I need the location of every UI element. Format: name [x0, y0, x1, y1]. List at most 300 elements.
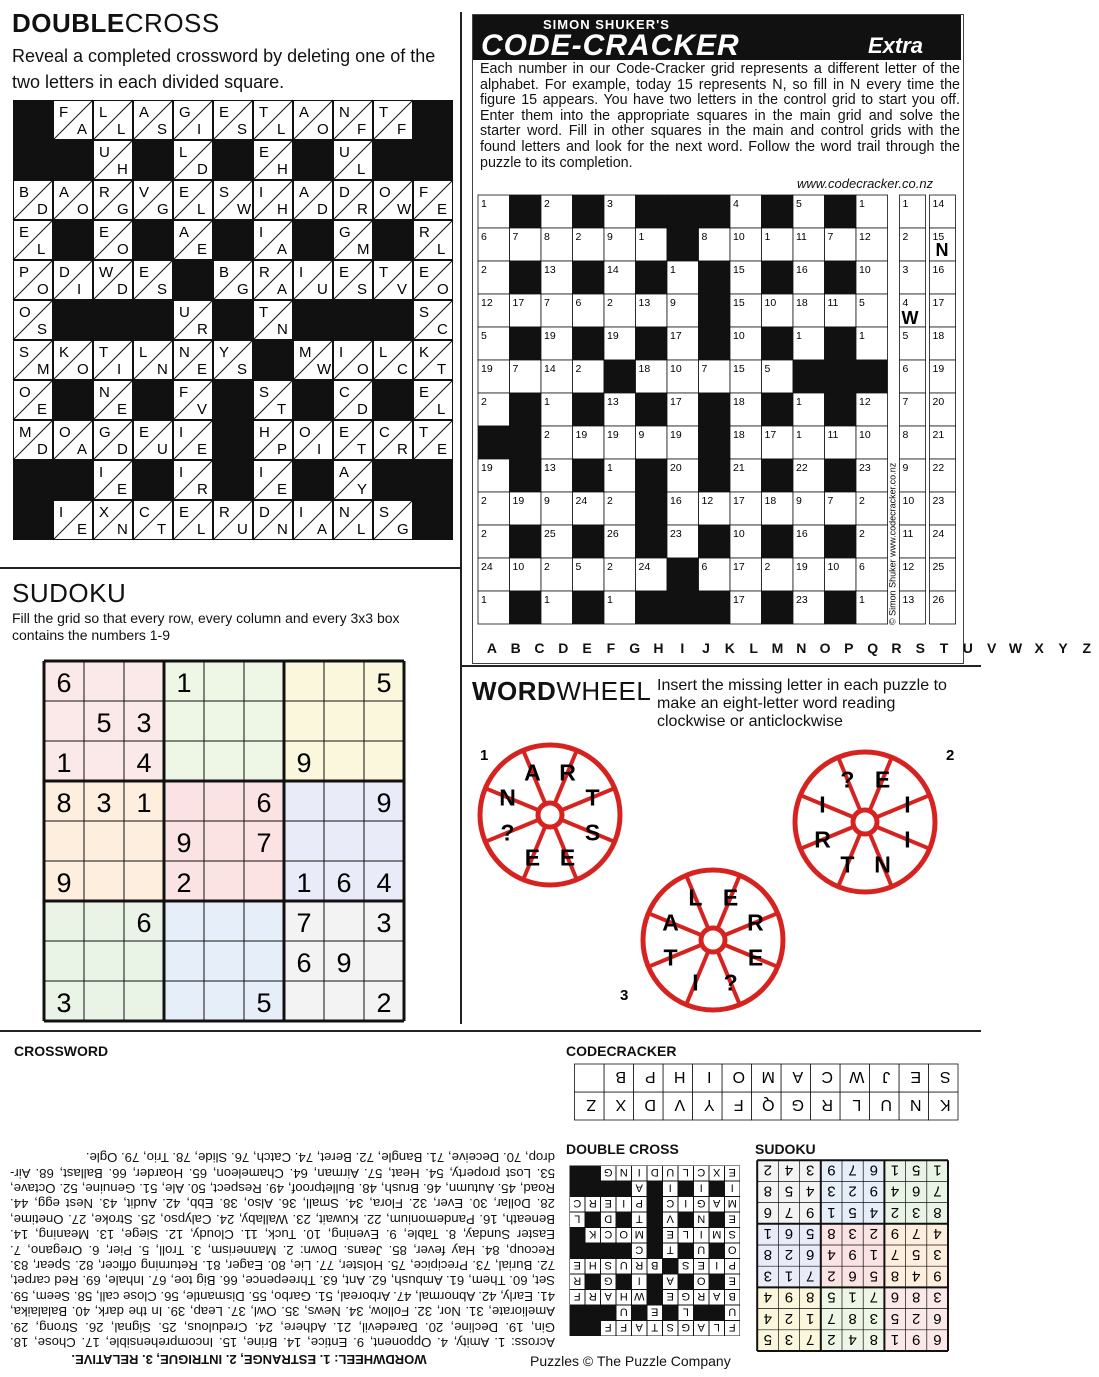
- sudoku-cell[interactable]: [366, 743, 402, 779]
- doublecross-cell[interactable]: [173, 500, 213, 540]
- doublecross-cell[interactable]: [173, 380, 213, 420]
- sudoku-cell[interactable]: [366, 943, 402, 979]
- sudoku-given: 6: [296, 948, 312, 978]
- sudoku-cell[interactable]: [246, 903, 282, 939]
- codecracker-alphabet-letter[interactable]: Q: [867, 640, 879, 656]
- codecracker-alphabet-letter[interactable]: I: [680, 640, 685, 656]
- doublecross-answer-letter: A: [635, 1181, 643, 1194]
- codecracker-cell-number: 12: [481, 297, 493, 309]
- doublecross-cell[interactable]: [13, 220, 53, 260]
- doublecross-letter-top: E: [139, 424, 150, 441]
- codecracker-cell-number: 18: [638, 363, 651, 375]
- sudoku-cell[interactable]: [166, 983, 202, 1019]
- codecracker-cell-number: 16: [796, 264, 808, 276]
- doublecross-cell[interactable]: [253, 300, 293, 340]
- doublecross-cell[interactable]: [93, 380, 133, 420]
- doublecross-cell[interactable]: [333, 460, 373, 500]
- codecracker-cell-number: 17: [670, 330, 682, 342]
- doublecross-cell[interactable]: [413, 380, 453, 420]
- doublecross-letter-bottom: R: [397, 441, 408, 458]
- codecracker-cell-number: 8: [701, 231, 708, 243]
- sudoku-cell[interactable]: [126, 663, 162, 699]
- sudoku-cell[interactable]: [326, 783, 362, 819]
- codecracker-cell-number: 5: [575, 561, 582, 573]
- sudoku-title: SUDOKU: [12, 578, 127, 608]
- doublecross-grid[interactable]: [13, 100, 453, 550]
- doublecross-cell[interactable]: [253, 420, 293, 460]
- doublecross-letter-top: V: [139, 184, 150, 201]
- doublecross-letter-bottom: L: [357, 521, 366, 538]
- codecracker-alphabet-letter[interactable]: D: [558, 640, 569, 656]
- codecracker-black-cell: [636, 195, 668, 228]
- doublecross-cell[interactable]: [253, 460, 293, 500]
- sudoku-answer-digit: 8: [933, 1203, 942, 1221]
- sudoku-cell[interactable]: [286, 823, 322, 859]
- doublecross-answer-letter: L: [682, 1305, 689, 1318]
- doublecross-cell[interactable]: [333, 380, 373, 420]
- codecracker-cell-number: 13: [544, 462, 556, 474]
- doublecross-answer-letter: N: [619, 1166, 628, 1178]
- sudoku-answer-digit: 2: [827, 1267, 836, 1285]
- sudoku-answer-digit: 9: [933, 1267, 942, 1285]
- doublecross-cell[interactable]: [413, 260, 453, 300]
- doublecross-cell[interactable]: [93, 460, 133, 500]
- sudoku-cell[interactable]: [86, 743, 122, 779]
- codecracker-alphabet-letter[interactable]: O: [819, 640, 831, 656]
- sudoku-cell[interactable]: [86, 863, 122, 899]
- codecracker-black-cell: [699, 525, 731, 558]
- sudoku-cell[interactable]: [166, 743, 202, 779]
- vertical-divider: [460, 12, 462, 1024]
- doublecross-letter-top: S: [419, 304, 430, 321]
- doublecross-cell[interactable]: [253, 180, 293, 220]
- codecracker-black-cell: [510, 426, 542, 459]
- codecracker-alphabet-letter[interactable]: K: [724, 640, 735, 656]
- doublecross-cell[interactable]: [53, 100, 93, 140]
- doublecross-cell[interactable]: [133, 420, 173, 460]
- sudoku-answer-digit: 7: [890, 1246, 900, 1264]
- sudoku-cell[interactable]: [366, 823, 402, 859]
- doublecross-letter-bottom: L: [357, 161, 366, 178]
- doublecross-cell[interactable]: [173, 180, 213, 220]
- codecracker-control-number: 9: [902, 462, 909, 474]
- doublecross-cell[interactable]: [373, 100, 413, 140]
- sudoku-answer-digit: 6: [933, 1309, 942, 1327]
- doublecross-cell[interactable]: [93, 180, 133, 220]
- sudoku-answer-digit: 5: [912, 1246, 921, 1264]
- sudoku-cell[interactable]: [206, 903, 242, 939]
- codecracker-black-cell: [510, 525, 542, 558]
- sudoku-answer-digit: 3: [848, 1225, 857, 1242]
- doublecross-cell[interactable]: [213, 340, 253, 380]
- codecracker-alphabet-letter[interactable]: V: [986, 640, 997, 656]
- sudoku-cell[interactable]: [166, 703, 202, 739]
- sudoku-cell[interactable]: [86, 663, 122, 699]
- doublecross-letter-top: S: [259, 384, 270, 401]
- doublecross-cell[interactable]: [333, 260, 373, 300]
- sudoku-cell[interactable]: [246, 663, 282, 699]
- codecracker-key-letter: H: [673, 1068, 686, 1085]
- doublecross-answer-letter: C: [573, 1197, 582, 1209]
- sudoku-cell[interactable]: [326, 983, 362, 1019]
- doublecross-letter-bottom: L: [437, 401, 446, 418]
- codecracker-cell-number: 22: [796, 462, 808, 474]
- doublecross-letter-top: T: [419, 424, 429, 441]
- sudoku-given: 3: [376, 908, 392, 938]
- sudoku-answer-digit: 5: [912, 1161, 921, 1179]
- codecracker-black-cell: [699, 591, 731, 624]
- sudoku-answer-digit: 8: [890, 1267, 900, 1285]
- sudoku-cell[interactable]: [86, 983, 122, 1019]
- sudoku-cell[interactable]: [206, 743, 242, 779]
- codecracker-black-cell: [510, 459, 542, 492]
- sudoku-cell[interactable]: [46, 943, 82, 979]
- doublecross-cell[interactable]: [413, 180, 453, 220]
- wordwheel-3[interactable]: [643, 870, 783, 1010]
- doublecross-cell[interactable]: [173, 420, 213, 460]
- doublecross-cell[interactable]: [53, 500, 93, 540]
- sudoku-cell[interactable]: [286, 783, 322, 819]
- doublecross-cell[interactable]: [413, 420, 453, 460]
- codecracker-black-cell: [856, 360, 888, 393]
- codecracker-cell-number: 2: [607, 495, 613, 507]
- sudoku-cell[interactable]: [246, 863, 282, 899]
- sudoku-cell[interactable]: [286, 663, 322, 699]
- sudoku-cell[interactable]: [206, 663, 242, 699]
- doublecross-cell[interactable]: [333, 500, 373, 540]
- codecracker-cell-number: 1: [607, 594, 613, 606]
- codecracker-alphabet-letter[interactable]: P: [844, 640, 854, 656]
- wordwheel-letter: N: [499, 784, 516, 811]
- sudoku-cell[interactable]: [206, 943, 242, 979]
- sudoku-cell[interactable]: [206, 863, 242, 899]
- wordwheel-2[interactable]: [795, 752, 935, 892]
- doublecross-cell[interactable]: [13, 380, 53, 420]
- doublecross-letter-top: O: [299, 424, 311, 441]
- wordwheel-number: 2: [946, 747, 955, 764]
- sudoku-answer-digit: 5: [827, 1288, 836, 1306]
- doublecross-answer-letter: L: [682, 1228, 689, 1240]
- doublecross-cell[interactable]: [173, 300, 213, 340]
- doublecross-answer-letter: S: [682, 1259, 690, 1271]
- doublecross-cell[interactable]: [93, 140, 133, 180]
- doublecross-cell[interactable]: [253, 140, 293, 180]
- doublecross-cell[interactable]: [253, 220, 293, 260]
- doublecross-letter-bottom: W: [397, 201, 412, 218]
- doublecross-cell[interactable]: [413, 220, 453, 260]
- doublecross-cell[interactable]: [53, 340, 93, 380]
- sudoku-cell[interactable]: [206, 823, 242, 859]
- codecracker-cell-number: 26: [607, 528, 619, 540]
- doublecross-cell[interactable]: [173, 220, 213, 260]
- codecracker-cell-number: 10: [733, 231, 745, 243]
- codecracker-alphabet-letter[interactable]: J: [702, 640, 710, 656]
- wordwheel-title-light: WHEEL: [556, 676, 652, 706]
- doublecross-cell[interactable]: [373, 260, 413, 300]
- doublecross-cell[interactable]: [173, 460, 213, 500]
- codecracker-alphabet-letter[interactable]: W: [1008, 640, 1023, 656]
- doublecross-cell[interactable]: [93, 500, 133, 540]
- codecracker-control-number: 13: [902, 594, 915, 606]
- doublecross-cell[interactable]: [13, 420, 53, 460]
- doublecross-answer-letter: E: [651, 1305, 659, 1318]
- doublecross-cell[interactable]: [133, 180, 173, 220]
- codecracker-alphabet-letter[interactable]: U: [962, 640, 973, 656]
- sudoku-answer-digit: 4: [869, 1203, 878, 1221]
- doublecross-letter-bottom: E: [117, 481, 128, 498]
- codecracker-alphabet-letter[interactable]: R: [891, 640, 902, 656]
- doublecross-cell[interactable]: [173, 340, 213, 380]
- sudoku-answer-digit: 2: [763, 1161, 772, 1179]
- doublecross-letter-top: G: [179, 104, 191, 121]
- wordwheel-letter: I: [692, 969, 699, 996]
- codecracker-cell-number: 2: [481, 495, 487, 507]
- doublecross-cell[interactable]: [213, 260, 253, 300]
- doublecross-letter-top: A: [139, 104, 150, 121]
- doublecross-letter-top: T: [379, 264, 389, 281]
- codecracker-key-letter: P: [644, 1068, 656, 1085]
- doublecross-cell[interactable]: [413, 340, 453, 380]
- sudoku-cell[interactable]: [326, 663, 362, 699]
- codecracker-cell-number: 1: [607, 462, 613, 474]
- sudoku-cell[interactable]: [126, 943, 162, 979]
- doublecross-cell[interactable]: [93, 260, 133, 300]
- sudoku-cell[interactable]: [86, 903, 122, 939]
- codecracker-banner-small: SIMON SHUKER'S: [543, 17, 670, 32]
- codecracker-alphabet-letter[interactable]: B: [510, 640, 521, 656]
- doublecross-answer-letter: I: [715, 1259, 719, 1271]
- doublecross-cell[interactable]: [133, 260, 173, 300]
- doublecross-cell[interactable]: [13, 300, 53, 340]
- wordwheel-area[interactable]: [470, 735, 975, 1025]
- codecracker-control-number: 11: [902, 528, 914, 540]
- codecracker-black-cell: [510, 393, 542, 426]
- codecracker-alphabet-letter[interactable]: Z: [1082, 640, 1092, 656]
- codecracker-alphabet-letter[interactable]: Y: [1058, 640, 1068, 656]
- sudoku-cell[interactable]: [286, 983, 322, 1019]
- doublecross-cell[interactable]: [293, 340, 333, 380]
- codecracker-black-cell: [825, 459, 857, 492]
- doublecross-letter-bottom: O: [77, 361, 89, 378]
- sudoku-answer-digit: 4: [806, 1182, 815, 1200]
- sudoku-grid[interactable]: [44, 661, 409, 1021]
- codecracker-cell-number: 17: [512, 297, 525, 309]
- codecracker-black-cell: [699, 459, 731, 492]
- codecracker-control-number: 21: [932, 429, 945, 441]
- codecracker-cell-number: 1: [859, 594, 865, 606]
- sudoku-cell[interactable]: [246, 943, 282, 979]
- doublecross-cell[interactable]: [333, 420, 373, 460]
- doublecross-cell[interactable]: [53, 420, 93, 460]
- doublecross-cell[interactable]: [173, 140, 213, 180]
- sudoku-cell[interactable]: [46, 903, 82, 939]
- sudoku-cell[interactable]: [326, 903, 362, 939]
- doublecross-cell[interactable]: [373, 180, 413, 220]
- codecracker-grid[interactable]: [478, 195, 960, 623]
- doublecross-cell[interactable]: [93, 340, 133, 380]
- codecracker-key-letter: G: [791, 1096, 804, 1113]
- sudoku-cell[interactable]: [326, 743, 362, 779]
- doublecross-letter-top: T: [259, 304, 269, 321]
- doublecross-cell[interactable]: [93, 220, 133, 260]
- sudoku-cell[interactable]: [86, 823, 122, 859]
- sudoku-cell[interactable]: [166, 783, 202, 819]
- codecracker-cell-number: 10: [827, 561, 840, 573]
- sudoku-cell[interactable]: [126, 863, 162, 899]
- sudoku-cell[interactable]: [246, 743, 282, 779]
- doublecross-cell[interactable]: [293, 500, 333, 540]
- doublecross-letter-top: I: [259, 184, 264, 201]
- doublecross-cell[interactable]: [173, 100, 213, 140]
- codecracker-cell-number: 2: [859, 495, 865, 507]
- doublecross-cell[interactable]: [293, 420, 333, 460]
- doublecross-answer-letter: C: [635, 1243, 644, 1256]
- answers-doublecross-grid: [566, 1160, 741, 1336]
- codecracker-alphabet-letter[interactable]: N: [796, 640, 807, 656]
- codecracker-control-number: 14: [932, 198, 945, 210]
- doublecross-letter-top: E: [19, 224, 30, 241]
- doublecross-cell[interactable]: [373, 340, 413, 380]
- sudoku-cell[interactable]: [206, 703, 242, 739]
- codecracker-alphabet-letter[interactable]: S: [915, 640, 925, 656]
- sudoku-given: 4: [136, 748, 152, 778]
- sudoku-cell[interactable]: [166, 943, 202, 979]
- codecracker-cell-number: 1: [796, 429, 802, 441]
- doublecross-cell[interactable]: [93, 420, 133, 460]
- codecracker-black-cell: [762, 261, 794, 294]
- doublecross-cell[interactable]: [213, 100, 253, 140]
- codecracker-cell-number: 1: [796, 396, 802, 408]
- doublecross-answer-letter: H: [619, 1290, 628, 1302]
- sudoku-cell[interactable]: [126, 823, 162, 859]
- sudoku-cell[interactable]: [206, 783, 242, 819]
- sudoku-cell[interactable]: [206, 983, 242, 1019]
- codecracker-alphabet-letter[interactable]: X: [1034, 640, 1044, 656]
- sudoku-cell[interactable]: [126, 983, 162, 1019]
- sudoku-answer-digit: 6: [784, 1225, 794, 1242]
- codecracker-control-number: 24: [932, 528, 945, 540]
- doublecross-cell[interactable]: [293, 260, 333, 300]
- doublecross-cell[interactable]: [13, 340, 53, 380]
- doublecross-cell[interactable]: [253, 100, 293, 140]
- codecracker-control-number: 22: [932, 462, 945, 474]
- wordwheel-letter: R: [814, 826, 831, 853]
- sudoku-cell[interactable]: [46, 823, 82, 859]
- doublecross-letter-top: N: [99, 384, 110, 401]
- doublecross-cell[interactable]: [333, 180, 373, 220]
- doublecross-letter-top: D: [259, 504, 270, 521]
- codecracker-cell-number: 23: [796, 594, 808, 606]
- answers-codecracker-key: [566, 1062, 961, 1122]
- doublecross-cell[interactable]: [293, 100, 333, 140]
- doublecross-cell[interactable]: [373, 500, 413, 540]
- doublecross-cell[interactable]: [53, 180, 93, 220]
- doublecross-letter-bottom: L: [117, 121, 126, 138]
- sudoku-answer-digit: 4: [933, 1225, 942, 1242]
- sudoku-cell[interactable]: [326, 703, 362, 739]
- codecracker-alphabet-letter[interactable]: C: [534, 640, 545, 656]
- doublecross-cell[interactable]: [13, 260, 53, 300]
- doublecross-letter-bottom: S: [237, 121, 248, 138]
- wordwheel-letter: S: [584, 819, 601, 846]
- codecracker-control-number: 1: [902, 198, 909, 210]
- doublecross-letter-bottom: H: [277, 161, 288, 178]
- sudoku-cell[interactable]: [86, 943, 122, 979]
- doublecross-answer-letter: L: [713, 1321, 720, 1333]
- codecracker-alphabet-letter[interactable]: L: [749, 640, 758, 656]
- doublecross-cell[interactable]: [93, 100, 133, 140]
- doublecross-cell[interactable]: [253, 380, 293, 420]
- doublecross-cell[interactable]: [133, 340, 173, 380]
- sudoku-answer-digit: 3: [784, 1331, 794, 1348]
- wordwheel-letter: I: [904, 791, 911, 818]
- sudoku-cell[interactable]: [366, 703, 402, 739]
- doublecross-cell[interactable]: [213, 500, 253, 540]
- codecracker-black-cell: [699, 261, 731, 294]
- doublecross-cell[interactable]: [373, 420, 413, 460]
- doublecross-answer-letter: A: [604, 1290, 612, 1302]
- doublecross-cell[interactable]: [413, 300, 453, 340]
- doublecross-cell[interactable]: [213, 180, 253, 220]
- doublecross-cell[interactable]: [293, 180, 333, 220]
- codecracker-alphabet-letter[interactable]: E: [582, 640, 592, 656]
- codecracker-cell-number: 25: [544, 528, 556, 540]
- wordwheel-1[interactable]: [480, 745, 620, 885]
- codecracker-alphabet-letter[interactable]: A: [486, 640, 497, 656]
- sudoku-answer-digit: 5: [890, 1309, 900, 1327]
- codecracker-black-cell: [825, 360, 857, 393]
- codecracker-control-number: 6: [902, 363, 909, 375]
- codecracker-alphabet-letter[interactable]: T: [939, 640, 949, 656]
- doublecross-title-light: CROSS: [124, 8, 220, 38]
- doublecross-cell[interactable]: [253, 260, 293, 300]
- doublecross-answer-letter: G: [681, 1321, 691, 1333]
- wordwheel-letter: N: [874, 851, 891, 878]
- sudoku-answer-digit: 2: [912, 1309, 921, 1327]
- sudoku-cell[interactable]: [326, 823, 362, 859]
- sudoku-cell[interactable]: [286, 703, 322, 739]
- doublecross-letter-bottom: S: [157, 121, 168, 138]
- sudoku-cell[interactable]: [166, 903, 202, 939]
- codecracker-control-number: 3: [902, 264, 909, 276]
- codecracker-instructions: Each number in our Code-Cracker grid represents a different letter of the alphabet. For example, today 15 represents N, so fill in N every time the figure 15 appears. You have two letters in the control grid to start you off. Enter them into the appropriate squares in the main grid and solve the starter word. Fill in other squares in the main and control grids with the found letters and look for the next word. Follow the word trail through the puzzle to its completion.: [480, 61, 960, 171]
- doublecross-cell[interactable]: [133, 500, 173, 540]
- sudoku-answer-flipped: [757, 1160, 948, 1351]
- codecracker-alphabet-letter[interactable]: G: [629, 640, 641, 656]
- doublecross-cell[interactable]: [333, 100, 373, 140]
- sudoku-answer-digit: 3: [869, 1309, 878, 1327]
- codecracker-alphabet-letter[interactable]: M: [771, 640, 784, 656]
- doublecross-cell[interactable]: [333, 340, 373, 380]
- codecracker-alphabet-letter[interactable]: H: [653, 640, 664, 656]
- doublecross-cell[interactable]: [53, 260, 93, 300]
- doublecross-letter-top: I: [259, 464, 264, 481]
- codecracker-cell-number: 7: [701, 363, 708, 375]
- doublecross-letter-top: E: [419, 384, 430, 401]
- codecracker-alphabet-letter[interactable]: F: [606, 640, 616, 656]
- codecracker-control-number: 25: [932, 561, 945, 573]
- doublecross-letter-bottom: U: [317, 281, 328, 298]
- sudoku-cell[interactable]: [46, 703, 82, 739]
- sudoku-cell[interactable]: [246, 703, 282, 739]
- doublecross-cell[interactable]: [253, 500, 293, 540]
- doublecross-cell[interactable]: [133, 100, 173, 140]
- sudoku-answer-digit: 1: [827, 1203, 836, 1221]
- doublecross-cell[interactable]: [333, 140, 373, 180]
- doublecross-answer-letter: B: [651, 1259, 659, 1271]
- doublecross-cell[interactable]: [333, 220, 373, 260]
- doublecross-cell[interactable]: [13, 180, 53, 220]
